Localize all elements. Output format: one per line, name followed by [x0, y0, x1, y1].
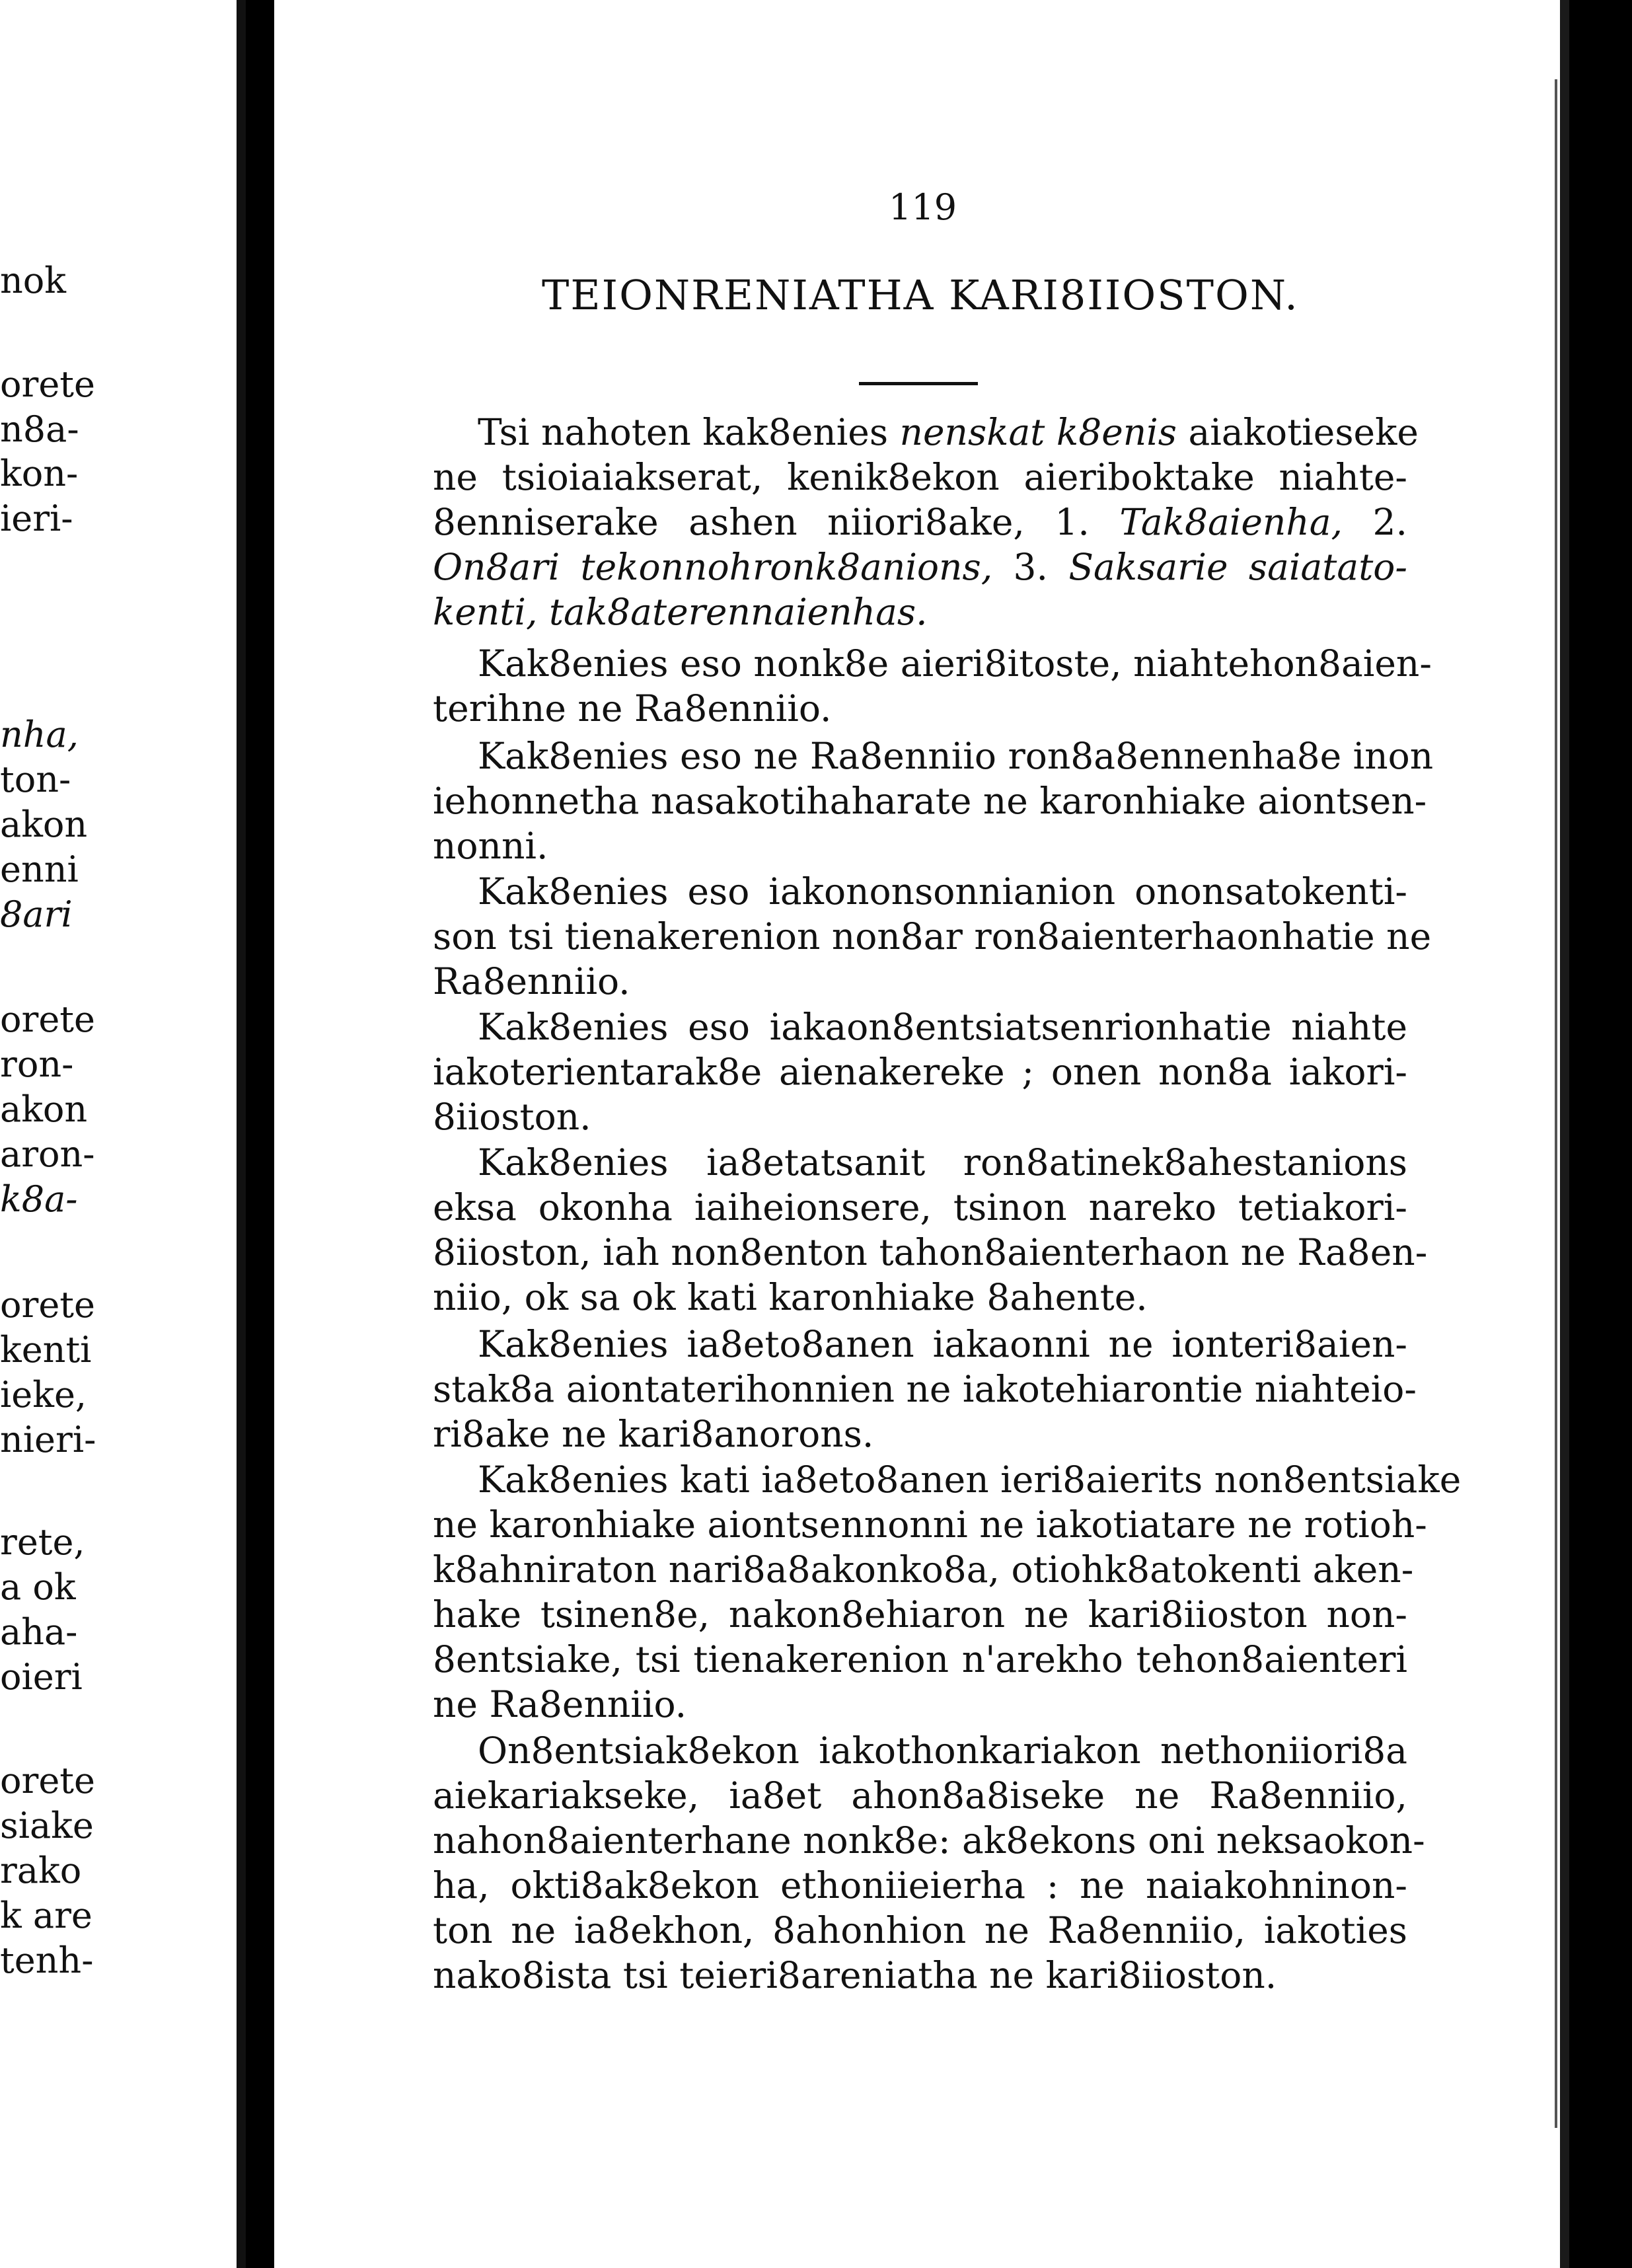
text-line: son tsi tienakerenion non8ar ron8aienterhaonhatie ne — [433, 915, 1432, 958]
text-line: Kak8enies eso iakaon8entsiatsenrionhatie niahte — [478, 1006, 1407, 1048]
text-line: On8entsiak8ekon iakothonkariakon nethoniiori8a — [478, 1729, 1407, 1772]
paragraph — [433, 1004, 1407, 1139]
text-line: Tsi nahoten kak8enies nenskat k8enis aiakotieseke — [478, 411, 1419, 453]
text-line: stak8a aiontaterihonnien ne iakotehiarontie niahteio- — [433, 1368, 1417, 1410]
paragraph — [433, 869, 1432, 1004]
text-line: eksa okonha iaiheionsere, tsinon nareko tetiakori- — [433, 1186, 1407, 1228]
left-margin-fragment: akon — [0, 804, 88, 845]
left-margin-fragment: ton- — [0, 759, 71, 800]
text-line: 8enniserake ashen niiori8ake, 1. Tak8aienha, 2. — [433, 501, 1407, 543]
text-line: ne tsioiaiakserat, kenik8ekon aieriboktake niahte- — [433, 456, 1407, 498]
left-margin-fragment: kon- — [0, 453, 79, 494]
paragraph — [433, 734, 1434, 868]
paragraph — [433, 641, 1432, 731]
left-margin-fragment: nok — [0, 260, 67, 301]
text-line: niio, ok sa ok kati karonhiake 8ahente. — [433, 1276, 1148, 1318]
text-line: nonni. — [433, 825, 548, 867]
text-line: ri8ake ne kari8anorons. — [433, 1413, 874, 1455]
text-line: k8ahniraton nari8a8akonko8a, otiohk8atokenti aken- — [433, 1548, 1414, 1591]
text-line: iakoterientarak8e aienakereke ; onen non8a iakori- — [433, 1051, 1407, 1093]
left-margin-fragment: nieri- — [0, 1419, 96, 1460]
paragraph — [433, 1140, 1428, 1320]
page-edge — [1560, 0, 1569, 2268]
page-edge-line — [1555, 79, 1557, 2128]
left-page-fragment — [0, 0, 246, 2268]
left-margin-fragment: ron- — [0, 1043, 74, 1085]
page-gutter-edge — [237, 0, 246, 2268]
page-number: 119 — [889, 186, 957, 228]
paragraph — [433, 1322, 1417, 1456]
text-line: 8entsiake, tsi tienakerenion n'arekho tehon8aienteri — [433, 1638, 1407, 1681]
text-line: ha, okti8ak8ekon ethoniieierha : ne naiakohninon- — [433, 1864, 1407, 1907]
left-margin-fragment: orete — [0, 1284, 95, 1326]
left-margin-fragment: aha- — [0, 1611, 78, 1653]
text-line: ne karonhiake aiontsennonni ne iakotiatare ne rotioh- — [433, 1503, 1427, 1546]
left-margin-fragment: orete — [0, 1760, 95, 1801]
page-title: TEIONRENIATHA KARI8IIOSTON. — [542, 271, 1299, 319]
text-line: 8iioston, iah non8enton tahon8aienterhaon ne Ra8en- — [433, 1231, 1428, 1273]
left-margin-fragment: tenh- — [0, 1940, 94, 1981]
left-margin-fragment: siake — [0, 1805, 94, 1846]
text-line: Ra8enniio. — [433, 960, 630, 1002]
left-margin-fragment: rete, — [0, 1521, 85, 1563]
left-margin-fragment: orete — [0, 999, 95, 1040]
text-line: Kak8enies ia8etatsanit ron8atinek8ahestanions — [478, 1141, 1407, 1184]
text-line: Kak8enies eso nonk8e aieri8itoste, niahtehon8aien- — [478, 642, 1432, 685]
left-margin-fragment: n8a- — [0, 408, 79, 450]
text-line: hake tsinen8e, nakon8ehiaron ne kari8iioston non- — [433, 1593, 1407, 1636]
text-line: Kak8enies eso iakononsonnianion ononsatokenti- — [478, 870, 1407, 913]
left-margin-fragment: k8a- — [0, 1178, 78, 1220]
title-divider — [859, 382, 978, 385]
left-margin-fragment: ieri- — [0, 498, 73, 539]
text-line: iehonnetha nasakotihaharate ne karonhiake aiontsen- — [433, 780, 1427, 822]
text-line: nako8ista tsi teieri8areniatha ne kari8iioston. — [433, 1954, 1277, 1996]
left-margin-fragment: oieri — [0, 1656, 83, 1698]
left-margin-fragment: 8ari — [0, 893, 73, 935]
left-margin-fragment: k are — [0, 1895, 93, 1936]
left-margin-fragment: a ok — [0, 1566, 76, 1608]
text-line: terihne ne Ra8enniio. — [433, 687, 832, 730]
left-margin-fragment: rako — [0, 1850, 82, 1891]
paragraph — [433, 1728, 1425, 1998]
text-line: ton ne ia8ekhon, 8ahonhion ne Ra8enniio, iakoties — [433, 1909, 1407, 1951]
left-margin-fragment: enni — [0, 849, 79, 890]
left-margin-fragment: orete — [0, 363, 95, 405]
paragraph — [433, 410, 1419, 634]
left-margin-fragment: aron- — [0, 1133, 95, 1175]
text-line: nahon8aienterhane nonk8e: ak8ekons oni neksaokon- — [433, 1819, 1425, 1862]
text-line: Kak8enies ia8eto8anen iakaonni ne ionteri8aien- — [478, 1323, 1407, 1365]
left-margin-fragment: akon — [0, 1088, 88, 1130]
paragraph — [433, 1457, 1462, 1727]
text-line: Kak8enies kati ia8eto8anen ieri8aierits non8entsiake — [478, 1458, 1462, 1501]
left-margin-fragment: kenti — [0, 1329, 92, 1371]
text-line: Kak8enies eso ne Ra8enniio ron8a8ennenha8e inon — [478, 735, 1434, 777]
text-line: ne Ra8enniio. — [433, 1683, 687, 1725]
left-margin-fragment: nha, — [0, 714, 79, 755]
text-line: On8ari tekonnohronk8anions, 3. Saksarie saiatato- — [433, 546, 1407, 588]
text-line: aiekariakseke, ia8et ahon8a8iseke ne Ra8enniio, — [433, 1774, 1407, 1817]
text-line: kenti, tak8aterennaienhas. — [433, 591, 928, 633]
left-margin-fragment: ieke, — [0, 1374, 87, 1416]
text-line: 8iioston. — [433, 1096, 591, 1138]
